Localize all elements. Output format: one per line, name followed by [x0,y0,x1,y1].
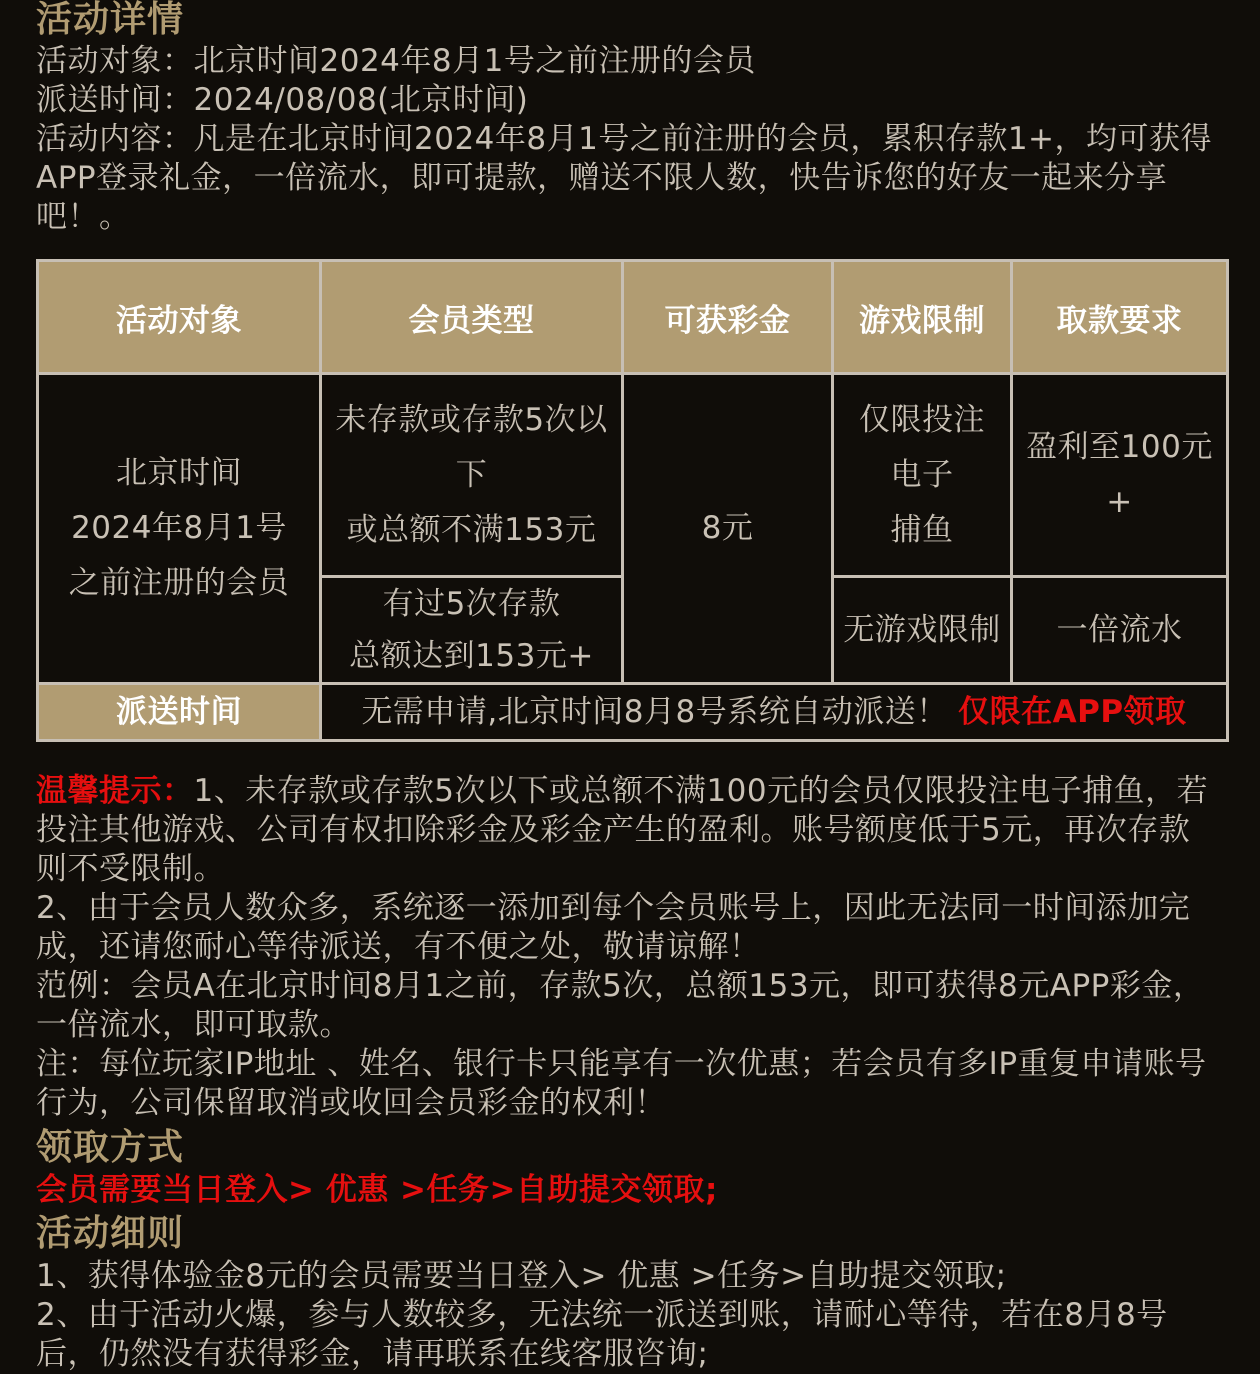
member-type-line: 或总额不满153元 [346,511,597,548]
target-line: 北京时间 [116,455,242,491]
target-line: 2024年8月1号 [71,510,287,546]
table-header-row [38,261,1228,374]
game-limit-line: 电子 [890,456,954,493]
withdraw-line: + [1106,484,1133,520]
target-cell [38,374,321,684]
game-limit-line: 仅限投注 [859,401,985,438]
withdraw-cell-1 [1012,374,1228,577]
header-target: 活动对象 [38,261,321,374]
game-limit-line: 捕鱼 [890,511,954,548]
withdraw-cell-2: 一倍流水 [1012,577,1228,684]
member-type-cell-2 [321,577,623,684]
bonus-cell: 8元 [623,374,833,684]
dispatch-text: 无需申请,北京时间8月8号系统自动派送！ [361,694,948,730]
target-line: 之前注册的会员 [68,565,290,601]
tip-1-text: 1、未存款或存款5次以下或总额不满100元的会员仅限投注电子捕鱼，若投注其他游戏、公司有权扣除彩金及彩金产生的盈利。账号额度低于5元，再次存款则不受限制。 [36,773,1209,887]
claim-text: 会员需要当日登入> 优惠 >任务>自助提交领取; [36,1172,718,1208]
header-game-limit: 游戏限制 [833,261,1012,374]
rule-1: 1、获得体验金8元的会员需要当日登入> 优惠 >任务>自助提交领取; [36,1258,1007,1294]
header-withdraw: 取款要求 [1012,261,1228,374]
details-content: 活动内容：凡是在北京时间2024年8月1号之前注册的会员，累积存款1+，均可获得APP登录礼金，一倍流水，即可提款，赠送不限人数，快告诉您的好友一起来分享吧！。 [36,121,1213,235]
rule-2: 2、由于活动火爆，参与人数较多，无法统一派送到账，请耐心等待，若在8月8号后，仍然没有获得彩金，请再联系在线客服咨询; [36,1297,1168,1372]
claim-heading: 领取方式 [36,1127,185,1168]
member-type-line: 下 [455,456,488,493]
game-limit-cell-2: 无游戏限制 [833,577,1012,684]
dispatch-row [38,684,1228,741]
details-intro [36,42,1216,237]
header-member-type: 会员类型 [321,261,623,374]
table-row [38,374,1228,577]
member-type-line: 未存款或存款5次以 [335,401,608,438]
dispatch-highlight: 仅限在APP领取 [958,694,1187,730]
tip-1 [36,772,1216,889]
notes-section [36,772,1216,1123]
promo-table [36,259,1229,742]
details-target: 活动对象：北京时间2024年8月1号之前注册的会员 [36,43,756,79]
example-text: 范例：会员A在北京时间8月1之前，存款5次，总额153元，即可获得8元APP彩金，一倍流水，即可取款。 [36,968,1205,1043]
dispatch-cell [321,684,1228,741]
game-limit-cell-1 [833,374,1012,577]
dispatch-label: 派送时间 [38,684,321,741]
member-type-line: 总额达到153元+ [349,638,594,674]
tip-2: 2、由于会员人数众多，系统逐一添加到每个会员账号上，因此无法同一时间添加完成，还请您耐心等待派送，有不便之处，敬请谅解！ [36,890,1191,965]
note-text: 注：每位玩家IP地址 、姓名、银行卡只能享有一次优惠；若会员有多IP重复申请账号行为，公司保留取消或收回会员彩金的权利！ [36,1046,1207,1121]
details-heading: 活动详情 [36,0,185,40]
member-type-line: 有过5次存款 [382,586,561,622]
details-time: 派送时间：2024/08/08(北京时间) [36,82,529,118]
rules-section [36,1257,1216,1374]
tip-label: 温馨提示： [36,773,194,809]
withdraw-line: 盈利至100元 [1026,429,1213,465]
header-bonus: 可获彩金 [623,261,833,374]
member-type-cell-1 [321,374,623,577]
rules-heading: 活动细则 [36,1213,185,1254]
